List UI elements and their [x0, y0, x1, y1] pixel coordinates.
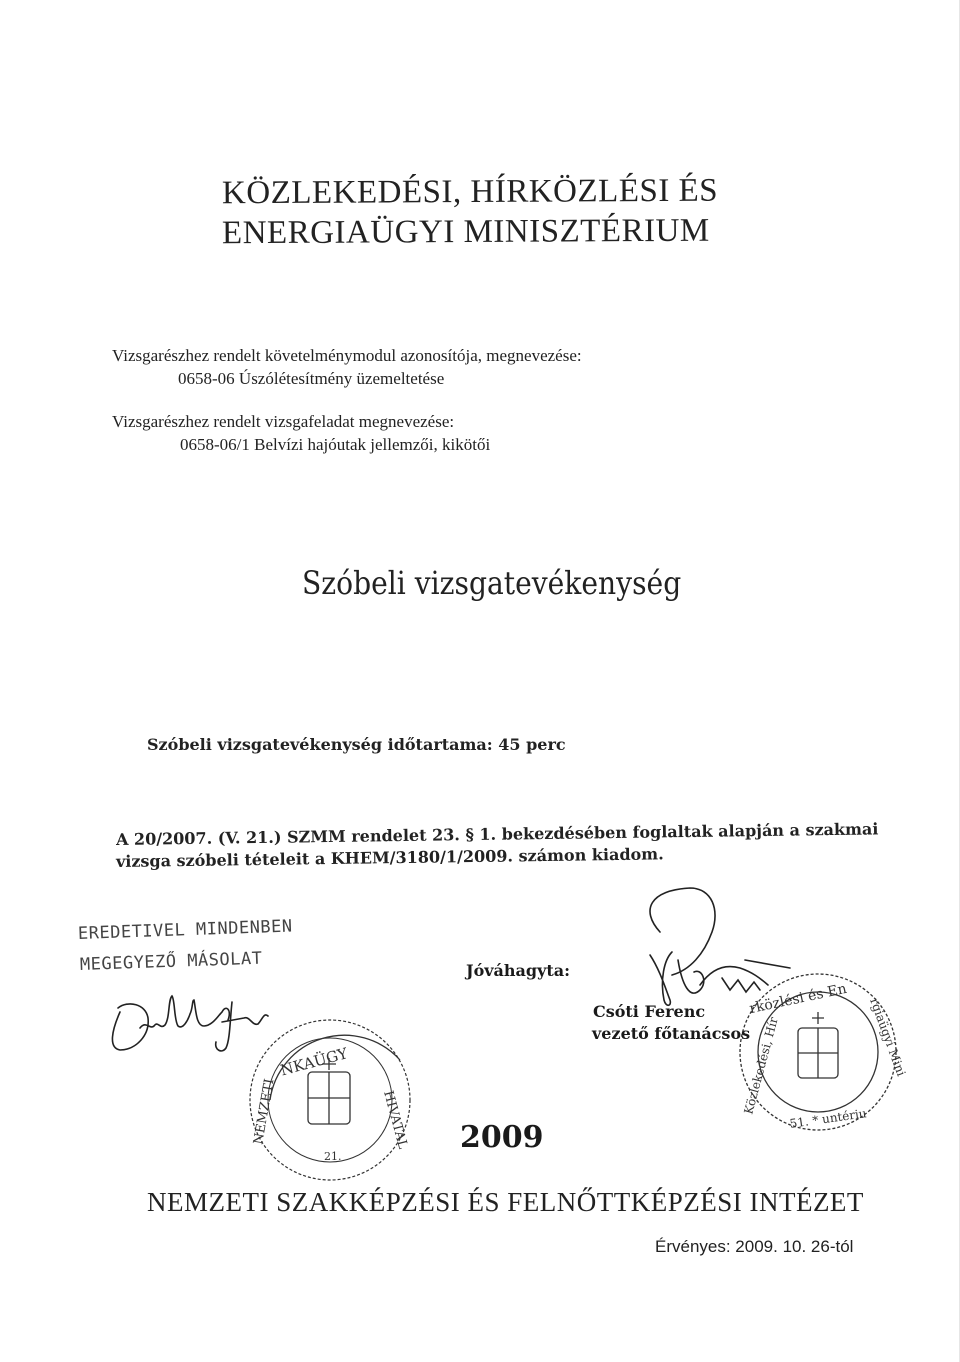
seal-left-left-text: NEMZETI	[251, 1077, 278, 1146]
seal-left-right-text: HIVATAL	[380, 1089, 411, 1151]
signature-left	[112, 996, 268, 1051]
seal-left-bottom-text: 21.	[324, 1150, 342, 1163]
approver-name: Csóti Ferenc	[593, 1002, 706, 1021]
module-value: 0658-06 Úszólétesítmény üzemeltetése	[178, 369, 445, 388]
seal-right-left-text: Közlekedési, Hír	[741, 1015, 781, 1116]
seal-left-top-text: NKAÜGY	[278, 1044, 350, 1080]
ministry-name-line1: KÖZLEKEDÉSI, HÍRKÖZLÉSI ÉS	[221, 172, 719, 212]
seal-right-top-text: rközlési és En	[747, 980, 849, 1018]
document-year: 2009	[460, 1120, 544, 1155]
seal-right-bottom-text: 51. * untériu	[788, 1106, 868, 1131]
exam-duration: Szóbeli vizsgatevékenység időtartama: 45 perc	[147, 735, 566, 754]
task-value: 0658-06/1 Belvízi hajóutak jellemzői, kikötői	[180, 435, 491, 454]
valid-from: Érvényes: 2009. 10. 26-tól	[655, 1237, 854, 1256]
approval-label: Jóváhagyta:	[466, 961, 571, 980]
certification-stamp-line1: EREDETIVEL MINDENBEN	[77, 916, 293, 944]
institute-name: NEMZETI SZAKKÉPZÉSI ÉS FELNŐTTKÉPZÉSI INTÉZET	[147, 1187, 864, 1217]
module-label: Vizsgarészhez rendelt követelménymodul azonosítója, megnevezése:	[112, 346, 582, 365]
decree-line1: A 20/2007. (V. 21.) SZMM rendelet 23. § 1. bekezdésében foglaltak alapján a szakmai	[115, 819, 879, 849]
ministry-name-line2: ENERGIAÜGYI MINISZTÉRIUM	[221, 212, 710, 252]
task-label: Vizsgarészhez rendelt vizsgafeladat megnevezése:	[112, 412, 455, 431]
seal-right-right-text: rgiaügyi Mini	[867, 996, 909, 1079]
page-title: Szóbeli vizsgatevékenység	[302, 564, 682, 602]
decree-line2: vizsga szóbeli tételeit a KHEM/3180/1/2009. számon kiadom.	[115, 844, 664, 871]
certification-stamp-line2: MEGEGYEZŐ MÁSOLAT	[79, 948, 263, 975]
approver-role: vezető főtanácsos	[592, 1024, 751, 1043]
signature-right	[650, 888, 790, 1005]
